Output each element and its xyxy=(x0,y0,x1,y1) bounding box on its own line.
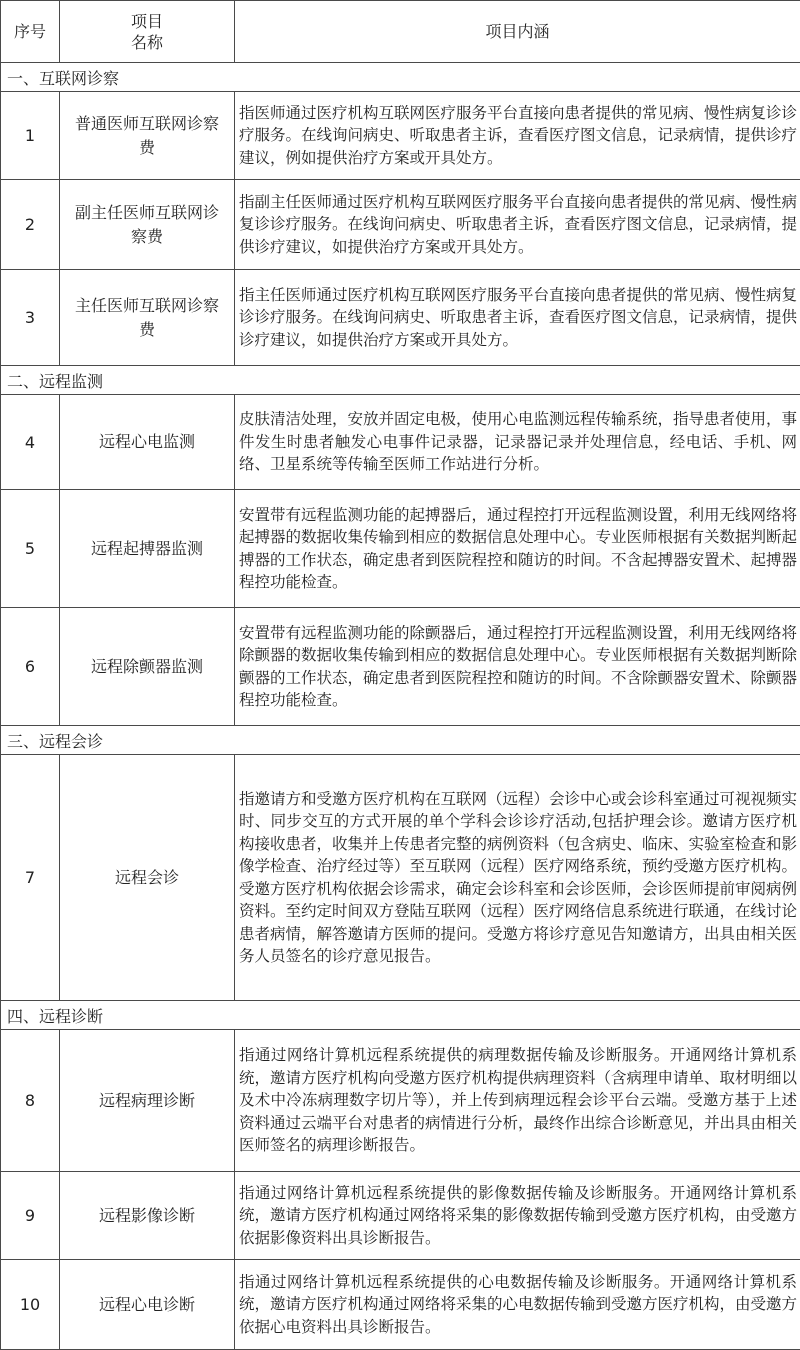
row-item-content: 指副主任医师通过医疗机构互联网医疗服务平台直接向患者提供的常见病、慢性病复诊诊疗服务。在线询问病史、听取患者主诉，查看医疗图文信息，记录病情，提供诊疗建议，如提供治疗方案或开具处方。 xyxy=(235,180,800,270)
row-number: 2 xyxy=(1,180,60,270)
section-row xyxy=(1,63,800,92)
header-item-name-line1: 项目 xyxy=(60,11,234,32)
row-item-name: 普通医师互联网诊察费 xyxy=(60,92,235,180)
row-number: 4 xyxy=(1,395,60,490)
row-number: 1 xyxy=(1,92,60,180)
table-row xyxy=(1,490,800,608)
section-row xyxy=(1,366,800,395)
table-row xyxy=(1,395,800,490)
row-item-name: 副主任医师互联网诊察费 xyxy=(60,180,235,270)
row-item-name: 远程心电诊断 xyxy=(60,1260,235,1350)
row-item-content: 安置带有远程监测功能的起搏器后，通过程控打开远程监测设置，利用无线网络将起搏器的数据收集传输到相应的数据信息处理中心。专业医师根据有关数据判断起搏器的工作状态，确定患者到医院程控和随访的时间。不含起搏器安置术、起搏器程控功能检查。 xyxy=(235,490,800,608)
row-item-name: 远程起搏器监测 xyxy=(60,490,235,608)
section-row xyxy=(1,726,800,755)
row-item-content: 指通过网络计算机远程系统提供的病理数据传输及诊断服务。开通网络计算机系统，邀请方医疗机构向受邀方医疗机构提供病理资料（含病理申请单、取材明细以及术中冷冻病理数字切片等），并上传到病理远程会诊平台云端。受邀方基于上述资料通过云端平台对患者的病情进行分析，最终作出综合诊断意见，并出具由相关医师签名的病理诊断报告。 xyxy=(235,1030,800,1172)
row-number: 6 xyxy=(1,608,60,726)
table-row xyxy=(1,92,800,180)
table-row xyxy=(1,1260,800,1350)
row-number: 3 xyxy=(1,270,60,366)
row-number: 8 xyxy=(1,1030,60,1172)
row-item-name: 远程会诊 xyxy=(60,755,235,1001)
table-row xyxy=(1,1172,800,1260)
row-item-content: 皮肤清洁处理，安放并固定电极，使用心电监测远程传输系统，指导患者使用，事件发生时患者触发心电事件记录器，记录器记录并处理信息，经电话、手机、网络、卫星系统等传输至医师工作站进行分析。 xyxy=(235,395,800,490)
row-item-content: 安置带有远程监测功能的除颤器后，通过程控打开远程监测设置，利用无线网络将除颤器的数据收集传输到相应的数据信息处理中心。专业医师根据有关数据判断除颤器的工作状态，确定患者到医院程控和随访的时间。不含除颤器安置术、除颤器程控功能检查。 xyxy=(235,608,800,726)
row-item-name: 远程除颤器监测 xyxy=(60,608,235,726)
row-item-content: 指通过网络计算机远程系统提供的心电数据传输及诊断服务。开通网络计算机系统，邀请方医疗机构通过网络将采集的心电数据传输到受邀方医疗机构，由受邀方依据心电资料出具诊断报告。 xyxy=(235,1260,800,1350)
table-row xyxy=(1,270,800,366)
section-title: 二、远程监测 xyxy=(1,366,800,395)
header-item-name-line2: 名称 xyxy=(60,32,234,53)
header-row xyxy=(1,1,800,63)
row-item-name: 远程病理诊断 xyxy=(60,1030,235,1172)
row-item-content: 指医师通过医疗机构互联网医疗服务平台直接向患者提供的常见病、慢性病复诊诊疗服务。在线询问病史、听取患者主诉，查看医疗图文信息，记录病情，提供诊疗建议，例如提供治疗方案或开具处方。 xyxy=(235,92,800,180)
row-item-content: 指邀请方和受邀方医疗机构在互联网（远程）会诊中心或会诊科室通过可视视频实时、同步交互的方式开展的单个学科会诊诊疗活动,包括护理会诊。邀请方医疗机构接收患者，收集并上传患者完整的病例资料（包含病史、临床、实验室检查和影像学检查、治疗经过等）至互联网（远程）医疗网络系统，预约受邀方医疗机构。受邀方医疗机构依据会诊需求，确定会诊科室和会诊医师，会诊医师提前审阅病例资料。至约定时间双方登陆互联网（远程）医疗网络信息系统进行联通，在线讨论患者病情，解答邀请方医师的提问。受邀方将诊疗意见告知邀请方，出具由相关医务人员签名的诊疗意见报告。 xyxy=(235,755,800,1001)
row-item-name: 远程影像诊断 xyxy=(60,1172,235,1260)
row-number: 7 xyxy=(1,755,60,1001)
row-number: 5 xyxy=(1,490,60,608)
header-item-content: 项目内涵 xyxy=(235,1,800,63)
row-item-name: 主任医师互联网诊察费 xyxy=(60,270,235,366)
table-row xyxy=(1,755,800,1001)
table-row xyxy=(1,608,800,726)
table-row xyxy=(1,180,800,270)
section-title: 一、互联网诊察 xyxy=(1,63,800,92)
row-item-content: 指通过网络计算机远程系统提供的影像数据传输及诊断服务。开通网络计算机系统，邀请方医疗机构通过网络将采集的影像数据传输到受邀方医疗机构，由受邀方依据影像资料出具诊断报告。 xyxy=(235,1172,800,1260)
section-row xyxy=(1,1001,800,1030)
row-item-content: 指主任医师通过医疗机构互联网医疗服务平台直接向患者提供的常见病、慢性病复诊诊疗服务。在线询问病史、听取患者主诉，查看医疗图文信息，记录病情，提供诊疗建议，如提供治疗方案或开具处方。 xyxy=(235,270,800,366)
header-no: 序号 xyxy=(1,1,60,63)
row-number: 10 xyxy=(1,1260,60,1350)
row-number: 9 xyxy=(1,1172,60,1260)
table-row xyxy=(1,1030,800,1172)
row-item-name: 远程心电监测 xyxy=(60,395,235,490)
section-title: 三、远程会诊 xyxy=(1,726,800,755)
header-item-name xyxy=(60,1,235,63)
section-title: 四、远程诊断 xyxy=(1,1001,800,1030)
